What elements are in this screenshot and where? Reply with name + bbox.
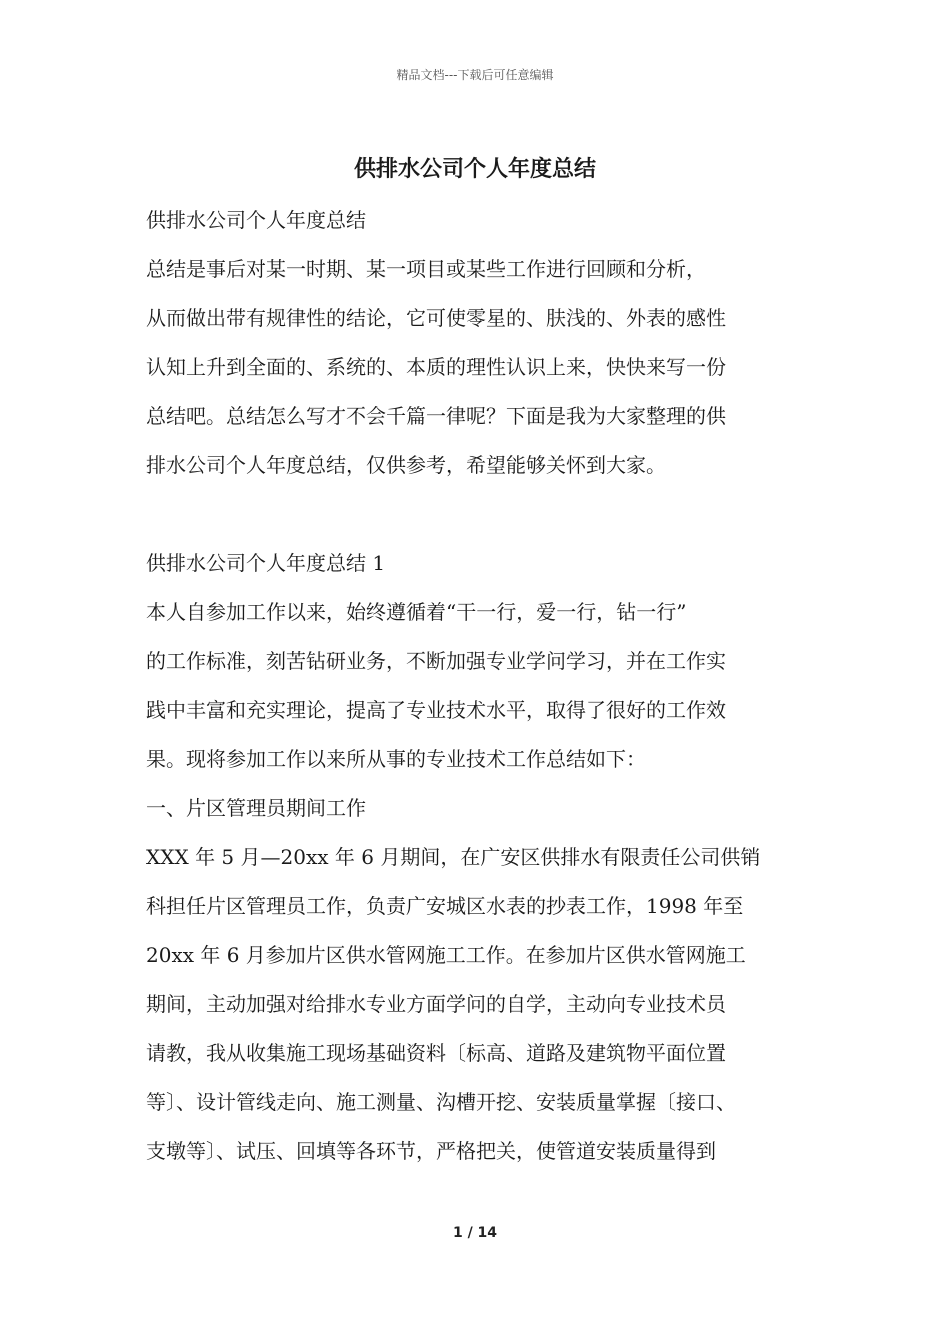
paragraph-line: XXX 年 5 月—20xx 年 6 月期间，在广安区供排水有限责任公司供销 (146, 845, 761, 869)
paragraph-line: 请教，我从收集施工现场基础资料〔标高、道路及建筑物平面位置 (146, 1041, 726, 1065)
document-body (146, 196, 808, 1176)
paragraph-line: 期间，主动加强对给排水专业方面学问的自学，主动向专业技术员 (146, 992, 726, 1016)
section-subtitle: 供排水公司个人年度总结 (146, 208, 366, 232)
paragraph-line: 科担任片区管理员工作，负责广安城区水表的抄表工作，1998 年至 (146, 894, 744, 918)
page-number: 1 / 14 (452, 1225, 498, 1241)
paragraph-line: 果。现将参加工作以来所从事的专业技术工作总结如下： (146, 747, 646, 771)
document-title: 供排水公司个人年度总结 (353, 156, 596, 182)
paragraph-line: 践中丰富和充实理论，提高了专业技术水平，取得了很好的工作效 (146, 698, 726, 722)
paragraph-line: 本人自参加工作以来，始终遵循着“干一行，爱一行，钻一行” (146, 600, 687, 624)
section-heading: 供排水公司个人年度总结 1 (146, 551, 386, 575)
paragraph-line: 总结是事后对某一时期、某一项目或某些工作进行回顾和分析， (146, 257, 706, 281)
blank-line (146, 490, 808, 539)
paragraph-line: 支墩等〕、试压、回填等各环节，严格把关，使管道安装质量得到 (146, 1139, 716, 1163)
paragraph-line: 总结吧。总结怎么写才不会千篇一律呢？下面是我为大家整理的供 (146, 404, 726, 428)
page-header: 精品文档---下载后可任意编辑 (396, 68, 554, 82)
subsection-heading: 一、片区管理员期间工作 (146, 796, 366, 820)
paragraph-line: 的工作标准，刻苦钻研业务，不断加强专业学问学习，并在工作实 (146, 649, 726, 673)
paragraph-line: 认知上升到全面的、系统的、本质的理性认识上来，快快来写一份 (146, 355, 726, 379)
paragraph-line: 等〕、设计管线走向、施工测量、沟槽开挖、安装质量掌握〔接口、 (146, 1090, 736, 1114)
paragraph-line: 排水公司个人年度总结，仅供参考，希望能够关怀到大家。 (146, 453, 666, 477)
paragraph-line: 20xx 年 6 月参加片区供水管网施工工作。在参加片区供水管网施工 (146, 943, 746, 967)
paragraph-line: 从而做出带有规律性的结论，它可使零星的、肤浅的、外表的感性 (146, 306, 726, 330)
